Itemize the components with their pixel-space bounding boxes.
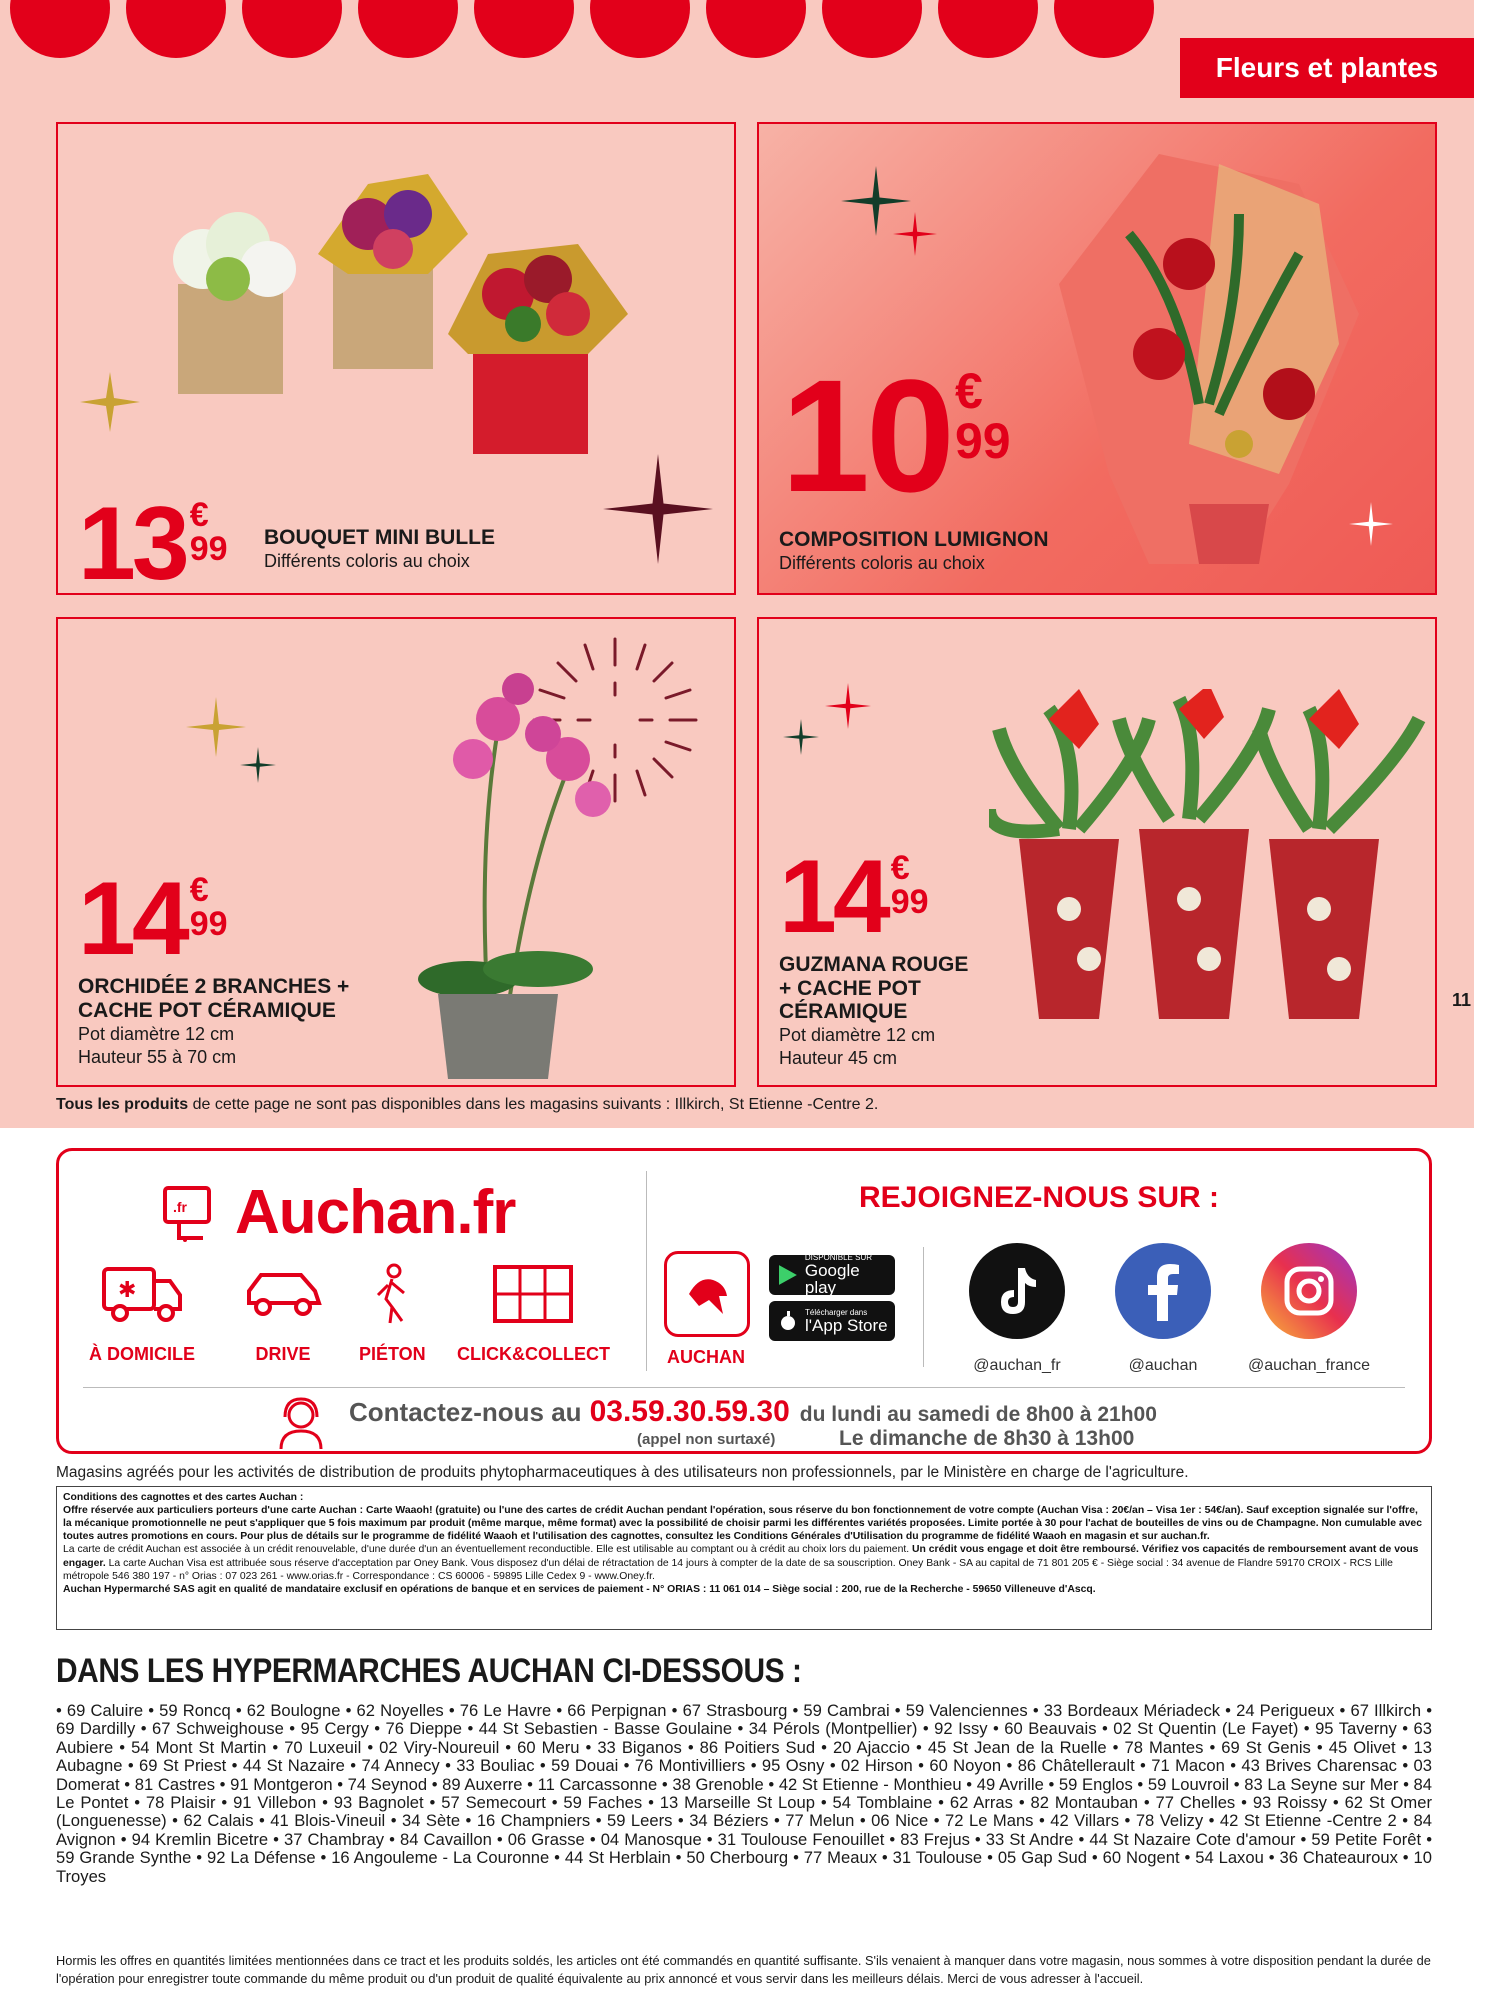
- store-list: • 69 Caluire • 59 Roncq • 62 Boulogne • 62 Noyelles • 76 Le Havre • 66 Perpignan • 67 Strasbourg • 59 Cambrai • 59 Valenciennes • 33 Bordeaux Mériadeck • 24 Perigueux • 67 Illkirch • 69 Dardilly • 67 Schweighouse • 95 Cergy • 76 Dieppe • 44 St Sebastien - Basse Goulaine • 34 Pérols (Montpellier) • 92 Issy • 60 Beauvais • 02 St Quentin (Le Fayet) • 95 Taverny • 63 Aubiere • 54 Mont St Martin • 70 Luxeuil • 02 Viry-Noureuil • 60 Meru • 33 Biganos • 86 Poitiers Sud • 20 Ajaccio • 45 St Jean de la Ruelle • 78 Mantes • 69 St Genis • 45 Olivet • 13 Aubagne • 69 St Priest • 44 St Nazaire • 74 Annecy • 33 Bouliac • 59 Douai • 76 Montivilliers • 95 Osny • 02 Hirson • 60 Noyon • 86 Châtellerault • 71 Macon • 43 Brives Charensac • 03 Domerat • 81 Castres • 91 Montgeron • 74 Seynod • 89 Auxerre • 11 Carcassonne • 38 Grenoble • 42 St Etienne - Monthieu • 49 Avrille • 59 Englos • 59 Louvroil • 83 La Seyne sur Mer • 84 Le Pontet • 78 Plaisir • 91 Villebon • 93 Bagnolet • 57 Semecourt • 59 Faches • 13 Marseille St Loup • 54 Tomblaine • 62 Arras • 82 Montauban • 77 Chelles • 93 Roissy • 62 St Omer (Longuenesse) • 62 Calais • 41 Blois-Vineuil • 34 Sète • 16 Champniers • 59 Leers • 34 Béziers • 77 Melun • 06 Nice • 72 Le Mans • 42 Villars • 78 Velizy • 42 St Etienne -Centre 2 • 84 Avignon • 94 Kremlin Bicetre • 37 Chambray • 84 Cavaillon • 06 Grasse • 04 Manosque • 31 Toulouse Fenouillet • 83 Frejus • 33 St Andre • 44 St Nazaire Cote d'amour • 59 Petite Forêt • 59 Grande Synthe • 92 La Défense • 16 Angouleme - La Couronne • 44 St Herblain • 50 Cherbourg • 77 Meaux • 31 Toulouse • 05 Gap Sud • 60 Nogent • 54 Laxou • 36 Chateauroux • 10 Troyes: [56, 1701, 1432, 1886]
- product-title: GUZMANA ROUGE + CACHE POT CÉRAMIQUE: [779, 953, 969, 1024]
- product-title: BOUQUET MINI BULLE: [264, 526, 495, 549]
- price: 14 € 99: [779, 839, 929, 955]
- auchan-app-label: AUCHAN: [667, 1347, 745, 1367]
- contact-headset-icon: [273, 1395, 329, 1451]
- headset-icon: [277, 1391, 278, 1392]
- dark-sparkle-icon: [603, 454, 713, 564]
- apple-icon: [779, 1311, 797, 1331]
- product-card-bouquet-mini-bulle[interactable]: [56, 122, 736, 595]
- svg-text:.fr: .fr: [173, 1198, 187, 1215]
- product-card-composition-lumignon[interactable]: [757, 122, 1437, 595]
- service-home-delivery[interactable]: ✱ À DOMICILE: [89, 1263, 195, 1365]
- price: 10 € 99: [781, 346, 1011, 525]
- orchid-illustration: [368, 649, 628, 1079]
- tiktok-icon: [992, 1264, 1042, 1318]
- google-play-icon: [779, 1265, 797, 1285]
- phone-number[interactable]: 03.59.30.59.30: [589, 1395, 790, 1428]
- delivery-truck-icon: [100, 1263, 184, 1325]
- facebook-icon: [1143, 1261, 1183, 1321]
- product-desc: Pot diamètre 12 cm Hauteur 55 à 70 cm: [78, 1024, 237, 1068]
- social-instagram[interactable]: @auchan_france: [1261, 1243, 1357, 1339]
- cart-web-icon: [159, 1184, 221, 1242]
- pedestrian-icon: [362, 1263, 422, 1325]
- product-desc: Différents coloris au choix: [264, 551, 470, 571]
- app-store-badge[interactable]: Télécharger dans l'App Store: [769, 1301, 895, 1341]
- sunday-hours: Le dimanche de 8h30 à 13h00: [839, 1427, 1135, 1450]
- product-card-orchidee[interactable]: [56, 617, 736, 1087]
- social-tiktok[interactable]: @auchan_fr: [969, 1243, 1065, 1339]
- product-title: ORCHIDÉE 2 BRANCHES + CACHE POT CÉRAMIQUE: [78, 975, 350, 1022]
- red-sparkle-icon: [893, 212, 937, 256]
- product-card-guzmana[interactable]: [757, 617, 1437, 1087]
- call-note: (appel non surtaxé): [637, 1431, 776, 1448]
- red-sparkle-icon: [825, 683, 871, 729]
- product-title: COMPOSITION LUMIGNON: [779, 528, 1049, 551]
- divider: [646, 1171, 647, 1371]
- service-drive[interactable]: DRIVE: [241, 1263, 325, 1365]
- conditions-box: Conditions des cagnottes et des cartes Auchan : Offre réservée aux particuliers porteurs d'une carte Auchan : Carte Waaoh! (gratuite) ou l'une des cartes de crédit Auchan pendant l'opération, sous réserve du bon fonctionnement de votre compte (Auchan Visa : 20€/an – Visa 1er : 54€/an). Sauf exception signalée sur l'offre, la mécanique promotionnelle ne peut s'appliquer que 5 fois maximum par produit (même marque, même format) avec la possibilité de choisir parmi les différentes variétés proposées. Limite portée à 30 pour l'achat de bouteilles de vins ou de Champagne. Non cumulable avec toutes autres promotions en cours. Pour plus de détails sur le programme de fidélité Waaoh et l'utilisation des cagnottes, consultez les Conditions Générales d'Utilisation du programme de fidélité Waaoh en magasin et sur auchan.fr. La carte de crédit Auchan est associée à un crédit renouvelable, d'une durée d'un an éventuellement reconductible. Elle est utilisable au comptant ou à crédit au choix lors du paiement. Un crédit vous engage et doit être remboursé. Vérifiez vos capacités de remboursement avant de vous engager. La carte Auchan Visa est attribuée sous réserve d'acceptation par Oney Bank. Vous disposez d'un délai de rétractation de 14 jours à compter de la date de sa souscription. Oney Bank - SA au capital de 71 801 205 € - Siège social : 34 avenue de Flandre 59170 CROIX - RCS Lille métropole 546 380 197 - n° Orias : 07 023 261 - www.orias.fr - Correspondance : CS 60006 - 59895 Lille Cedex 9 - www.Oney.fr. Auchan Hypermarché SAS agit en qualité de mandataire exclusif en opérations de banque et en services de paiement - N° ORIAS : 11 061 014 – Siège social : 200, rue de la Recherche - 59650 Villeneuve d'Ascq.: [56, 1486, 1432, 1630]
- agreement-text: Magasins agréés pour les activités de distribution de produits phytopharmaceutiques à des utilisateurs non professionnels, par le Ministère en charge de l'agriculture.: [56, 1464, 1189, 1481]
- auchan-bird-icon: [679, 1266, 735, 1322]
- logo-text: Auchan.fr: [235, 1178, 516, 1247]
- service-pieton[interactable]: PIÉTON: [359, 1263, 426, 1365]
- section-tab: Fleurs et plantes: [1180, 38, 1474, 98]
- auchan-app-icon[interactable]: [664, 1251, 750, 1337]
- join-title: REJOIGNEZ-NOUS SUR :: [859, 1181, 1220, 1214]
- contact-line: Contactez-nous au 03.59.30.59.30 du lundi au samedi de 8h00 à 21h00: [349, 1395, 1157, 1428]
- service-click-collect[interactable]: CLICK&COLLECT: [457, 1263, 610, 1365]
- divider: [923, 1247, 924, 1367]
- footer-note: Hormis les offres en quantités limitées mentionnées dans ce tract et les produits soldés, les articles ont été commandés en quantité suffisante. S'ils venaient à manquer dans votre magasin, nous sommes à votre disposition pendant la durée de l'opération pour enregistrer toute commande du même produit ou d'un produit de qualité équivalente au prix annoncé et vous servir dans les meilleurs délais. Merci de vous adresser à l'accueil.: [56, 1953, 1431, 1986]
- auchan-logo[interactable]: [159, 1177, 515, 1248]
- scallop-decoration: [0, 0, 1180, 72]
- product-desc: Différents coloris au choix: [779, 553, 985, 573]
- instagram-icon: [1283, 1265, 1335, 1317]
- car-icon: [241, 1263, 325, 1325]
- product-desc: Pot diamètre 12 cm Hauteur 45 cm: [779, 1025, 936, 1069]
- lumignon-illustration: [1039, 144, 1369, 584]
- google-play-badge[interactable]: DISPONIBLE SUR Google play: [769, 1255, 895, 1295]
- gold-sparkle-icon: [186, 697, 246, 757]
- availability-disclaimer: Tous les produits de cette page ne sont pas disponibles dans les magasins suivants : Illkirch, St Etienne -Centre 2.: [56, 1096, 879, 1113]
- price: 14 € 99: [78, 861, 228, 977]
- gold-sparkle-icon: [80, 372, 140, 432]
- guzmana-illustration: [989, 689, 1429, 1069]
- divider: [83, 1387, 1405, 1388]
- social-facebook[interactable]: @auchan: [1115, 1243, 1211, 1339]
- price: 13 € 99: [78, 486, 228, 595]
- hypermarkets-title: DANS LES HYPERMARCHES AUCHAN CI-DESSOUS :: [56, 1652, 802, 1690]
- svg-text:✱: ✱: [118, 1278, 137, 1303]
- page-number: 11: [1452, 990, 1472, 1010]
- dark-green-sparkle-icon: [240, 747, 276, 783]
- lockers-icon: [491, 1263, 575, 1325]
- bouquet-illustration: [128, 144, 728, 464]
- contact-box: [56, 1148, 1432, 1454]
- dark-green-sparkle-icon: [783, 719, 819, 755]
